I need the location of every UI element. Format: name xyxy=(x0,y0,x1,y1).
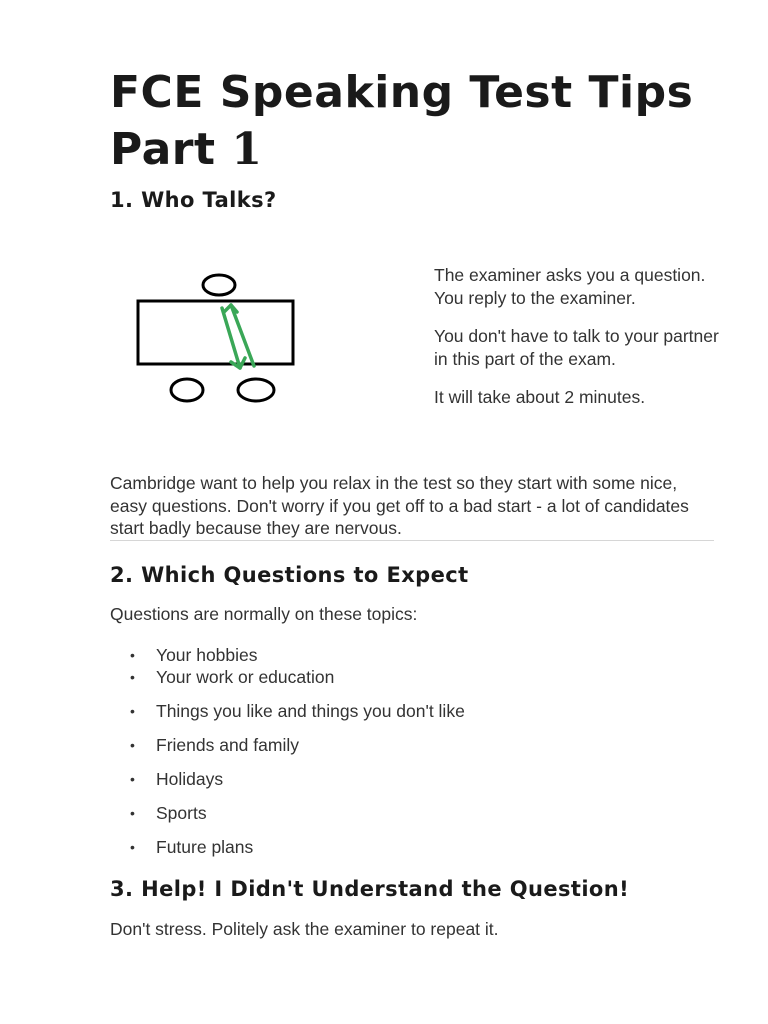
side-paragraph: You don't have to talk to your partner in this part of the exam. xyxy=(434,326,719,369)
title-line-2-word: Part xyxy=(110,124,216,175)
candidate-circle-right xyxy=(238,379,274,401)
candidate-circle-left xyxy=(171,379,203,401)
title-line-1: FCE Speaking Test Tips xyxy=(110,67,694,118)
page-title xyxy=(110,64,693,178)
exchange-arrows-icon xyxy=(222,305,254,368)
examiner-circle xyxy=(203,275,235,295)
topics-intro: Questions are normally on these topics: xyxy=(110,604,418,624)
title-line-2-number: 1 xyxy=(231,124,263,175)
divider xyxy=(110,540,714,541)
bullet-icon: • xyxy=(130,737,135,753)
section-2-heading: 2. Which Questions to Expect xyxy=(110,563,469,587)
section-3-text: Don't stress. Politely ask the examiner to repeat it. xyxy=(110,919,499,939)
side-paragraph: The examiner asks you a question. You reply to the examiner. xyxy=(434,265,706,308)
seating-diagram xyxy=(130,262,320,412)
bullet-icon: • xyxy=(130,805,135,821)
section-1-heading: 1. Who Talks? xyxy=(110,188,277,212)
section-3-heading: 3. Help! I Didn't Understand the Question! xyxy=(110,877,630,901)
bullet-icon: • xyxy=(130,647,135,663)
side-paragraph: It will take about 2 minutes. xyxy=(434,387,646,407)
bullet-icon: • xyxy=(130,669,135,685)
who-talks-explanation xyxy=(434,264,724,425)
table-rectangle xyxy=(138,301,293,364)
bullet-icon: • xyxy=(130,771,135,787)
bullet-icon: • xyxy=(130,703,135,719)
bullet-icon: • xyxy=(130,839,135,855)
section-1-intro: Cambridge want to help you relax in the test so they start with some nice, easy questions. Don't worry if you get off to a bad start - a lot of candidates start badly because they are nervous. xyxy=(110,473,689,538)
